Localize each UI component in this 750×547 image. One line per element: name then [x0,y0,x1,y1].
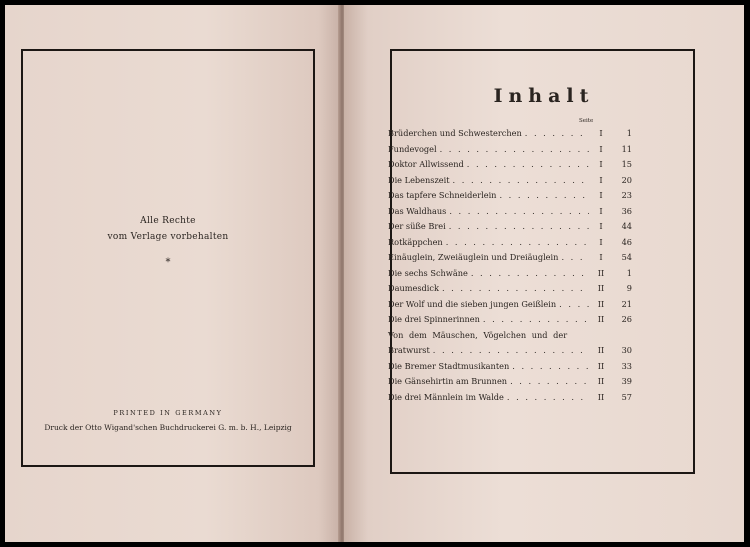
leader-dots [433,343,589,359]
leader-dots [525,126,589,142]
toc-entry-title: Das tapfere Schneiderlein [388,190,497,200]
toc-entry-page: 30 [621,345,632,355]
toc-entry-page: 11 [621,143,632,154]
toc-entry-volume: I [599,252,603,262]
rights-reserved-line2: vom Verlage vorbehalten [107,232,229,242]
toc-entry-volume: II [597,360,605,371]
page-column-label: Seite [579,118,594,124]
toc-entry [388,312,632,328]
toc-entry-page: 33 [621,360,632,371]
toc-entry-page: 57 [621,391,632,402]
toc-entry-volume: I [599,174,603,185]
leader-dots [449,204,589,220]
leader-dots [471,266,589,282]
toc-entry-title: Die sechs Schwäne [388,267,468,278]
leader-dots [499,188,589,204]
toc-entry-page: 20 [621,174,632,185]
toc-entry [388,219,632,235]
toc-entry [388,204,632,220]
toc-entry-volume: I [599,221,603,231]
toc-entry-volume: II [597,314,605,324]
toc-entry-volume: II [597,345,605,355]
toc-entry-volume: II [597,298,605,309]
toc-entry [388,390,632,406]
toc-entry-title: Doktor Allwissend [388,159,464,169]
toc-entry-title: Rotkäppchen [388,236,443,247]
toc-entry [388,250,632,266]
toc-entry [388,328,632,359]
leader-dots [559,297,589,313]
toc-entry-page: 1 [626,267,632,278]
toc-entry-page: 44 [621,221,632,231]
toc-entry-title: Die drei Männlein im Walde [388,391,504,402]
toc-entry [388,374,632,390]
leader-dots [483,312,589,328]
toc-entry-title: Die Bremer Stadtmusikanten [388,360,510,371]
toc-entry-volume: II [597,391,605,402]
leader-dots [440,142,589,158]
toc-entry [388,235,632,251]
table-of-contents [388,126,632,405]
toc-entry-page: 36 [621,205,632,216]
toc-entry-volume: I [599,190,603,200]
toc-entry [388,142,632,158]
toc-entry-title-line2: Bratwurst [388,345,430,355]
toc-entry-title: Der Wolf und die sieben jungen Geißlein [388,298,557,309]
toc-entry-title: Die drei Spinnerinnen [388,314,480,324]
leader-dots [442,281,589,297]
toc-entry-volume: II [597,283,605,293]
leader-dots [510,374,589,390]
toc-entry-title: Einäuglein, Zweiäuglein und Dreiäuglein [388,252,559,262]
leader-dots [467,157,589,173]
left-page-frame [21,49,315,467]
toc-entry-page: 39 [621,376,632,386]
toc-entry-page: 21 [621,298,632,309]
printer-imprint: Druck der Otto Wigand'schen Buchdruckerei G. m. b. H., Leipzig [44,423,292,432]
toc-entry-title: Die Gänsehirtin am Brunnen [388,376,508,386]
toc-entry-page: 15 [621,159,632,169]
toc-entry-title: Das Waldhaus [388,205,447,216]
right-page [344,5,744,542]
leader-dots [453,173,589,189]
toc-entry-title: Brüderchen und Schwesterchen [388,128,522,138]
leader-dots [449,219,589,235]
toc-entry [388,297,632,313]
toc-entry [388,173,632,189]
toc-entry [388,157,632,173]
toc-entry-volume: I [599,236,603,247]
toc-entry-volume: I [599,205,603,216]
toc-entry-page: 26 [621,314,632,324]
toc-entry [388,126,632,142]
toc-entry-volume: I [599,128,603,138]
toc-entry-title-line1: Von dem Mäuschen, Vögelchen und der [388,329,568,340]
toc-entry-title: Der süße Brei [388,221,446,231]
left-page [5,5,339,542]
leader-dots [512,359,589,375]
toc-entry-title: Fundevogel [388,143,437,154]
toc-entry-page: 1 [626,128,632,138]
toc-entry-volume: I [599,143,603,154]
toc-entry [388,281,632,297]
printed-in-germany: PRINTED IN GERMANY [113,409,223,417]
toc-entry-page: 46 [621,236,632,247]
leader-dots [446,235,589,251]
rights-reserved-line1: Alle Rechte [140,216,196,226]
toc-entry-page: 23 [621,190,632,200]
toc-entry-page: 54 [621,252,632,262]
toc-entry-volume: II [597,267,605,278]
toc-entry-volume: I [599,159,603,169]
toc-entry-page: 9 [626,283,632,293]
toc-entry-title: Daumesdick [388,283,439,293]
toc-entry-title: Die Lebenszeit [388,174,450,185]
toc-entry [388,266,632,282]
leader-dots [561,250,589,266]
toc-entry [388,359,632,375]
leader-dots [507,390,589,406]
toc-entry [388,188,632,204]
page-title: Inhalt [493,85,595,107]
toc-entry-volume: II [597,376,605,386]
ornament-asterisk: * [165,257,171,268]
